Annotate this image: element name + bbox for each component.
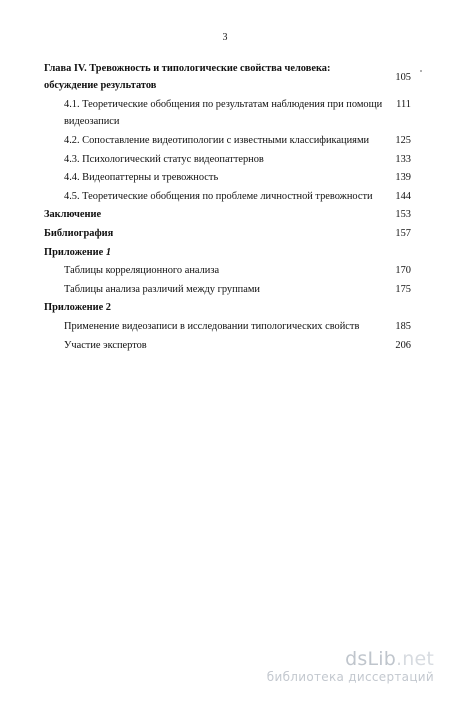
toc-entry-title: Библиография bbox=[44, 227, 114, 239]
toc-appendix-2[interactable] bbox=[44, 299, 414, 318]
toc-entry-title: 4.1. Теоретические обобщения по результатам наблюдения при помощи видеозаписи bbox=[64, 99, 383, 127]
toc-appendix-1-correlation-tables[interactable] bbox=[44, 262, 414, 281]
toc-bibliography[interactable] bbox=[44, 225, 414, 244]
toc-entry-page: 144 bbox=[395, 190, 411, 202]
toc-entry-page: 105 bbox=[395, 72, 411, 83]
toc-entry-page: 139 bbox=[395, 172, 411, 184]
toc-appendix-2-experts[interactable] bbox=[44, 337, 414, 356]
dslib-watermark bbox=[267, 649, 434, 685]
toc-entry-page: 133 bbox=[395, 153, 411, 165]
toc-appendix-1[interactable] bbox=[44, 244, 414, 263]
toc-entry-title: 4.5. Теоретические обобщения по проблеме личностной тревожности bbox=[64, 190, 373, 202]
scan-speck bbox=[420, 70, 422, 72]
toc-entry-page: 111 bbox=[396, 99, 411, 110]
table-of-contents bbox=[44, 60, 414, 355]
toc-entry-page: 175 bbox=[395, 283, 411, 295]
toc-entry-page: 153 bbox=[395, 209, 411, 221]
appendix-number: 1 bbox=[105, 246, 112, 258]
toc-entry-page: 170 bbox=[395, 265, 411, 277]
toc-entry-title: Применение видеозаписи в исследовании типологических свойств bbox=[64, 320, 360, 332]
page-number: 3 bbox=[222, 32, 228, 43]
toc-entry-page: 157 bbox=[395, 227, 411, 239]
toc-entry-page: 125 bbox=[395, 135, 411, 146]
toc-section-4-2[interactable] bbox=[44, 132, 414, 151]
toc-entry-page: 206 bbox=[395, 339, 411, 351]
toc-entry-title: 4.3. Психологический статус видеопаттернов bbox=[64, 153, 264, 165]
toc-section-4-3[interactable] bbox=[44, 151, 414, 170]
toc-entry-title bbox=[44, 244, 414, 263]
watermark-logo bbox=[267, 649, 434, 669]
toc-entry-title: Заключение bbox=[44, 209, 102, 221]
toc-chapter-4[interactable] bbox=[44, 60, 414, 94]
appendix-label: Приложение bbox=[44, 246, 104, 258]
toc-entry-title: Таблицы корреляционного анализа bbox=[64, 265, 220, 277]
toc-appendix-1-difference-tables[interactable] bbox=[44, 281, 414, 300]
toc-conclusion[interactable] bbox=[44, 206, 414, 225]
toc-section-4-4[interactable] bbox=[44, 169, 414, 188]
toc-section-4-5[interactable] bbox=[44, 188, 414, 207]
toc-entry-title: 4.4. Видеопаттерны и тревожность bbox=[64, 172, 219, 184]
toc-entry-title: Таблицы анализа различий между группами bbox=[64, 283, 260, 295]
toc-entry-title: Участие экспертов bbox=[64, 339, 147, 351]
toc-entry-page: 185 bbox=[395, 320, 411, 332]
toc-entry-title: Глава IV. Тревожность и типологические свойства человека: обсуждение результатов bbox=[44, 63, 331, 91]
watermark-logo-domain: .net bbox=[395, 648, 434, 670]
watermark-subtitle: библиотека диссертаций bbox=[266, 670, 434, 684]
toc-entry-title: Приложение 2 bbox=[44, 302, 112, 314]
toc-entry-title: 4.2. Сопоставление видеотипологии с известными классификациями bbox=[64, 135, 370, 146]
toc-appendix-2-video-application[interactable] bbox=[44, 318, 414, 337]
watermark-logo-main: dsLib bbox=[345, 648, 396, 670]
toc-section-4-1[interactable] bbox=[44, 96, 414, 130]
